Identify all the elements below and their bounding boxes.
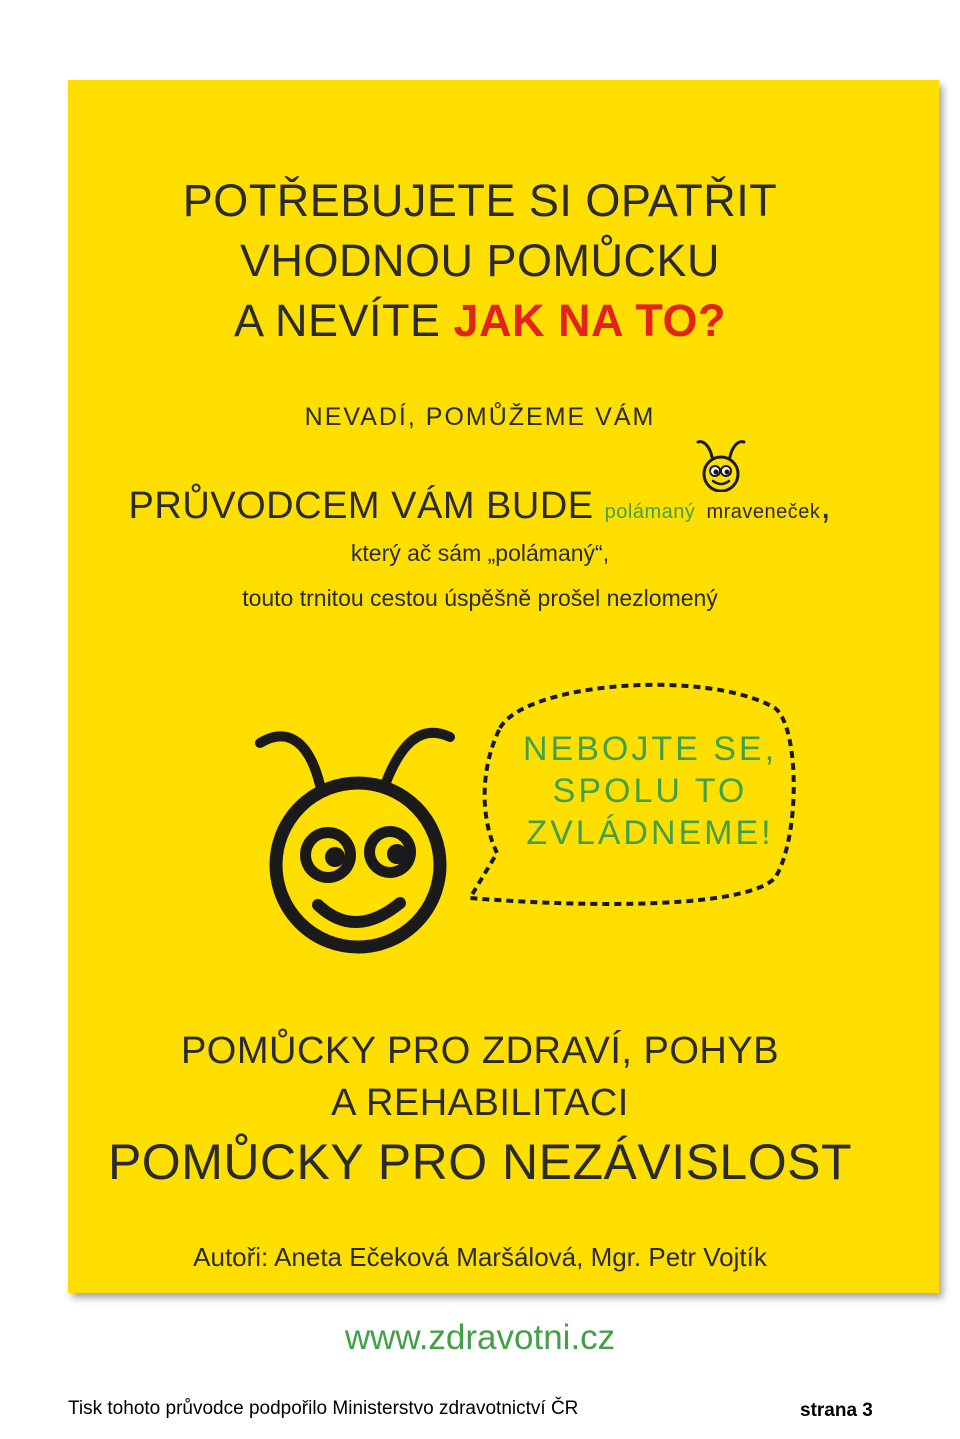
brand-name-part-1: polámaný xyxy=(604,501,696,523)
sponsor-note: Tisk tohoto průvodce podpořilo Ministerstvo zdravotnictví ČR xyxy=(68,1398,579,1419)
authors: Autoři: Aneta Ečeková Maršálová, Mgr. Petr Vojtík xyxy=(193,1242,767,1272)
guide-suffix: , xyxy=(820,485,832,527)
ant-mascot-small-icon xyxy=(692,430,752,492)
brand-name-part-2: mraveneček xyxy=(706,501,821,523)
headline-line-3 xyxy=(0,295,960,346)
bubble-text-line-3: ZVLÁDNEME! xyxy=(526,814,774,852)
guide-line xyxy=(0,485,960,528)
guide-prefix: PRŮVODCEM VÁM BUDE xyxy=(128,485,594,527)
headline-emphasis: JAK NA TO? xyxy=(453,295,727,346)
page-number: strana 3 xyxy=(800,1400,873,1421)
headline-line-1: POTŘEBUJETE SI OPATŘIT xyxy=(182,175,778,226)
bubble-text-line-1: NEBOJTE SE, xyxy=(522,730,778,768)
headline-line-2: VHODNOU POMŮCKU xyxy=(239,235,721,286)
description-line-1: který ač sám „polámaný“, xyxy=(350,540,610,566)
topics-line-2: A REHABILITACI xyxy=(331,1082,629,1124)
headline-line-3-prefix: A NEVÍTE xyxy=(233,295,454,346)
topics-line-1: POMŮCKY PRO ZDRAVÍ, POHYB xyxy=(180,1030,780,1072)
topics-line-3: POMŮCKY PRO NEZÁVISLOST xyxy=(107,1134,853,1190)
ant-mascot-large-icon xyxy=(250,705,465,960)
subheading: NEVADÍ, POMŮŽEME VÁM xyxy=(304,403,656,431)
description-line-2: touto trnitou cestou úspěšně prošel nezlomený xyxy=(242,585,718,611)
bubble-text-line-2: SPOLU TO xyxy=(552,772,748,810)
website-link[interactable]: www.zdravotni.cz xyxy=(344,1318,616,1357)
